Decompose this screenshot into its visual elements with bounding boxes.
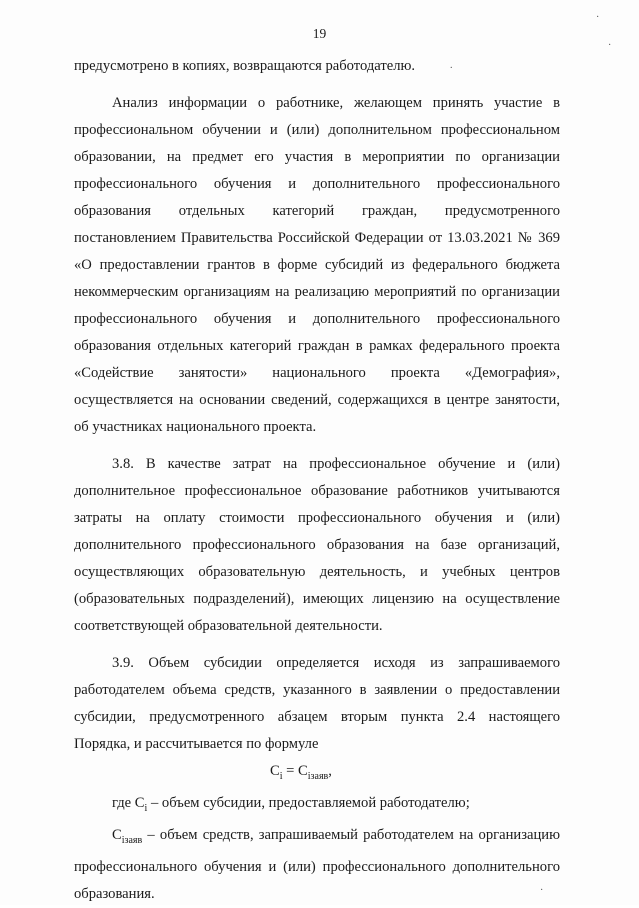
scan-speck: · (540, 885, 544, 896)
formula-lhs: C (270, 763, 280, 779)
definition-cizayav-text: – объем средств, запрашиваемый работодателем на организацию профессионального обучения и (или) профессионального дополнительного образования. (74, 826, 560, 902)
definition-ci-subscript: i (144, 802, 148, 814)
page-number: 19 (312, 26, 327, 41)
paragraph-3-9: 3.9. Объем субсидии определяется исходя из запрашиваемого работодателем объема средств, указанного в заявлении о предоставлении субсидии, предусмотренного абзацем вторым пункта 2.4 настоящего Порядка, и рассчитывается по формуле (74, 655, 560, 752)
formula-rhs-subscript: iзаяв (307, 770, 329, 782)
definition-cizayav-symbol: C (112, 826, 122, 843)
paragraph-continuation: предусмотрено в копиях, возвращаются работодателю. (74, 58, 416, 74)
definition-ci-prefix: где C (112, 794, 145, 811)
subsidy-formula (74, 758, 560, 790)
formula-lhs-subscript: i (279, 770, 283, 782)
definition-cizayav-subscript: iзаяв (121, 834, 143, 846)
scan-speck: · (608, 40, 612, 51)
definition-ci-text: – объем субсидии, предоставляемой работодателю; (147, 794, 470, 811)
formula-rhs: C (298, 763, 308, 779)
definition-cizayav (74, 822, 560, 908)
scan-speck: · (596, 12, 600, 23)
document-body (74, 53, 560, 908)
scan-speck: . (450, 60, 453, 71)
formula-trailing-comma: , (328, 763, 332, 779)
paragraph-analysis: Анализ информации о работнике, желающем принять участие в профессиональном обучении и (или) дополнительном профессиональном образовании, на предмет его участия в мероприятии по организации профессионального обучения и дополнительного профессионального образования отдельных категорий граждан, предусмотренного постановлением Правительства Российской Федерации от 13.03.2021 № 369 «О предоставлении грантов в форме субсидий из федерального бюджета некоммерческим организациям на реализацию мероприятий по организации профессионального обучения и дополнительного профессионального образования отдельных категорий граждан в рамках федерального проекта «Содействие занятости» национального проекта «Демография», осуществляется на основании сведений, содержащихся в центре занятости, об участниках национального проекта. (74, 95, 560, 435)
formula-equals: = (282, 763, 299, 779)
paragraph-3-8: 3.8. В качестве затрат на профессиональное обучение и (или) дополнительное профессиональное образование работников учитываются затраты на оплату стоимости профессионального обучения и (или) дополнительного профессионального образования на базе организаций, осуществляющих образовательную деятельность, и учебных центров (образовательных подразделений), имеющих лицензию на осуществление соответствующей образовательной деятельности. (74, 456, 560, 634)
definition-ci (74, 790, 560, 822)
